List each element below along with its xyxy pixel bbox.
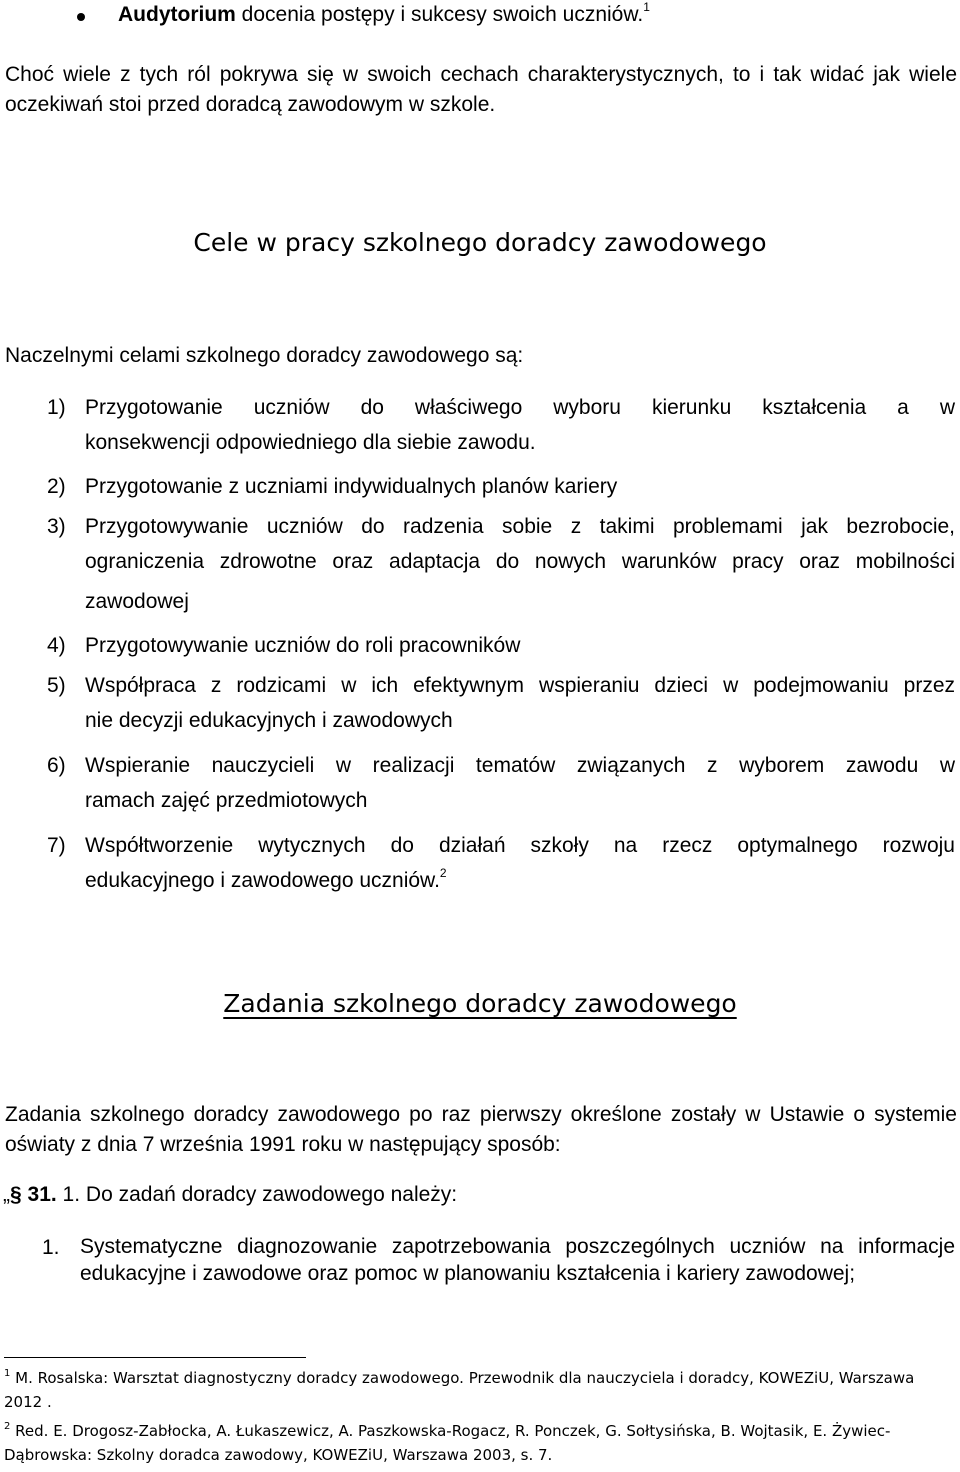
list-number: 3) [47, 515, 66, 538]
goal-line: Przygotowywanie uczniów do roli pracowników [85, 634, 521, 657]
goal-line: ograniczenia zdrowotne oraz adaptacja do nowych warunków pracy oraz mobilności [85, 550, 955, 573]
bullet-dot-icon [77, 13, 85, 21]
paragraph-number: § 31. [10, 1183, 57, 1206]
tasks-intro: Zadania szkolnego doradcy zawodowego po raz pierwszy określone zostały w Ustawie o systemie oświaty z dnia 7 września 1991 roku w następujący sposób: [5, 1103, 957, 1156]
footnote-text: M. Rosalska: Warsztat diagnostyczny doradcy zawodowego. Przewodnik dla nauczyciela i doradcy, KOWEZiU, Warszawa 2012 . [4, 1369, 915, 1411]
goal-text [85, 671, 955, 741]
goal-line: Współtworzenie wytycznych do działań szkoły na rzecz optymalnego rozwoju [85, 834, 955, 857]
goal-line: Współpraca z rodzicami w ich efektywnym wspieraniu dzieci w podejmowaniu przez [85, 674, 955, 697]
goal-line: Przygotowanie z uczniami indywidualnych planów kariery [85, 475, 618, 498]
section-heading-tasks: Zadania szkolnego doradcy zawodowego [223, 989, 737, 1018]
goal-line: Przygotowanie uczniów do właściwego wyboru kierunku kształcenia a w [85, 396, 955, 419]
goal-text [85, 472, 955, 502]
footnote-number: 2 [4, 1421, 11, 1432]
list-number: 6) [47, 754, 66, 777]
footnote-separator [4, 1357, 306, 1358]
list-item-text: Systematyczne diagnozowanie zapotrzebowania poszczególnych uczniów na informacje edukacyjne i zawodowe oraz pomoc w planowaniu kształcenia i kariery zawodowej; [80, 1235, 955, 1285]
footnote-ref-2: 2 [439, 866, 447, 880]
list-number: 1) [47, 396, 66, 419]
goal-text [85, 512, 955, 622]
paragraph-31 [3, 1180, 457, 1210]
footnote-text: Red. E. Drogosz-Zabłocka, A. Łukaszewicz, A. Paszkowska-Rogacz, R. Ponczek, G. Sołtysińska, B. Wojtasik, E. Żywiec-Dąbrowska: Szkolny doradca zawodowy, KOWEZiU, Warszawa 2003, s. 7. [4, 1422, 891, 1464]
footnote-2 [4, 1419, 956, 1467]
goal-line: Przygotowywanie uczniów do radzenia sobie z takimi problemami jak bezrobocie, [85, 515, 955, 538]
goal-line-text: edukacyjnego i zawodowego uczniów. [85, 869, 440, 892]
list-number: 7) [47, 834, 66, 857]
goal-text [85, 631, 955, 661]
footnote-1 [4, 1366, 956, 1414]
bullet-text [118, 0, 650, 30]
goal-line: Wspieranie nauczycieli w realizacji tematów związanych z wyborem zawodu w [85, 754, 955, 777]
footnote-number: 1 [4, 1368, 11, 1379]
bullet-item [0, 0, 960, 30]
list-number: 5) [47, 674, 66, 697]
list-number: 2) [47, 475, 66, 498]
bullet-rest: docenia postępy i sukcesy swoich uczniów. [235, 3, 644, 26]
goal-line: ramach zajęć przedmiotowych [85, 789, 368, 812]
footnote-ref-1: 1 [643, 0, 650, 14]
goal-line: zawodowej [85, 590, 189, 613]
paragraph-lead: 1. Do zadań doradcy zawodowego należy: [56, 1183, 458, 1206]
section-heading-goals: Cele w pracy szkolnego doradcy zawodowego [193, 228, 767, 257]
list-number: 4) [47, 634, 66, 657]
goal-line: nie decyzji edukacyjnych i zawodowych [85, 709, 453, 732]
list-number: 1. [42, 1236, 60, 1259]
bullet-bold: Audytorium [118, 3, 236, 26]
goal-line: konsekwencji odpowiedniego dla siebie zawodu. [85, 431, 536, 454]
opening-quote: „ [3, 1183, 10, 1206]
goal-text [85, 751, 955, 821]
goals-lead: Naczelnymi celami szkolnego doradcy zawodowego są: [5, 344, 524, 367]
goal-text [85, 393, 955, 463]
intro-paragraph: Choć wiele z tych ról pokrywa się w swoich cechach charakterystycznych, to i tak widać jak wiele oczekiwań stoi przed doradcą zawodowym w szkole. [5, 63, 957, 116]
goal-text [85, 831, 955, 901]
goal-line [85, 861, 955, 901]
